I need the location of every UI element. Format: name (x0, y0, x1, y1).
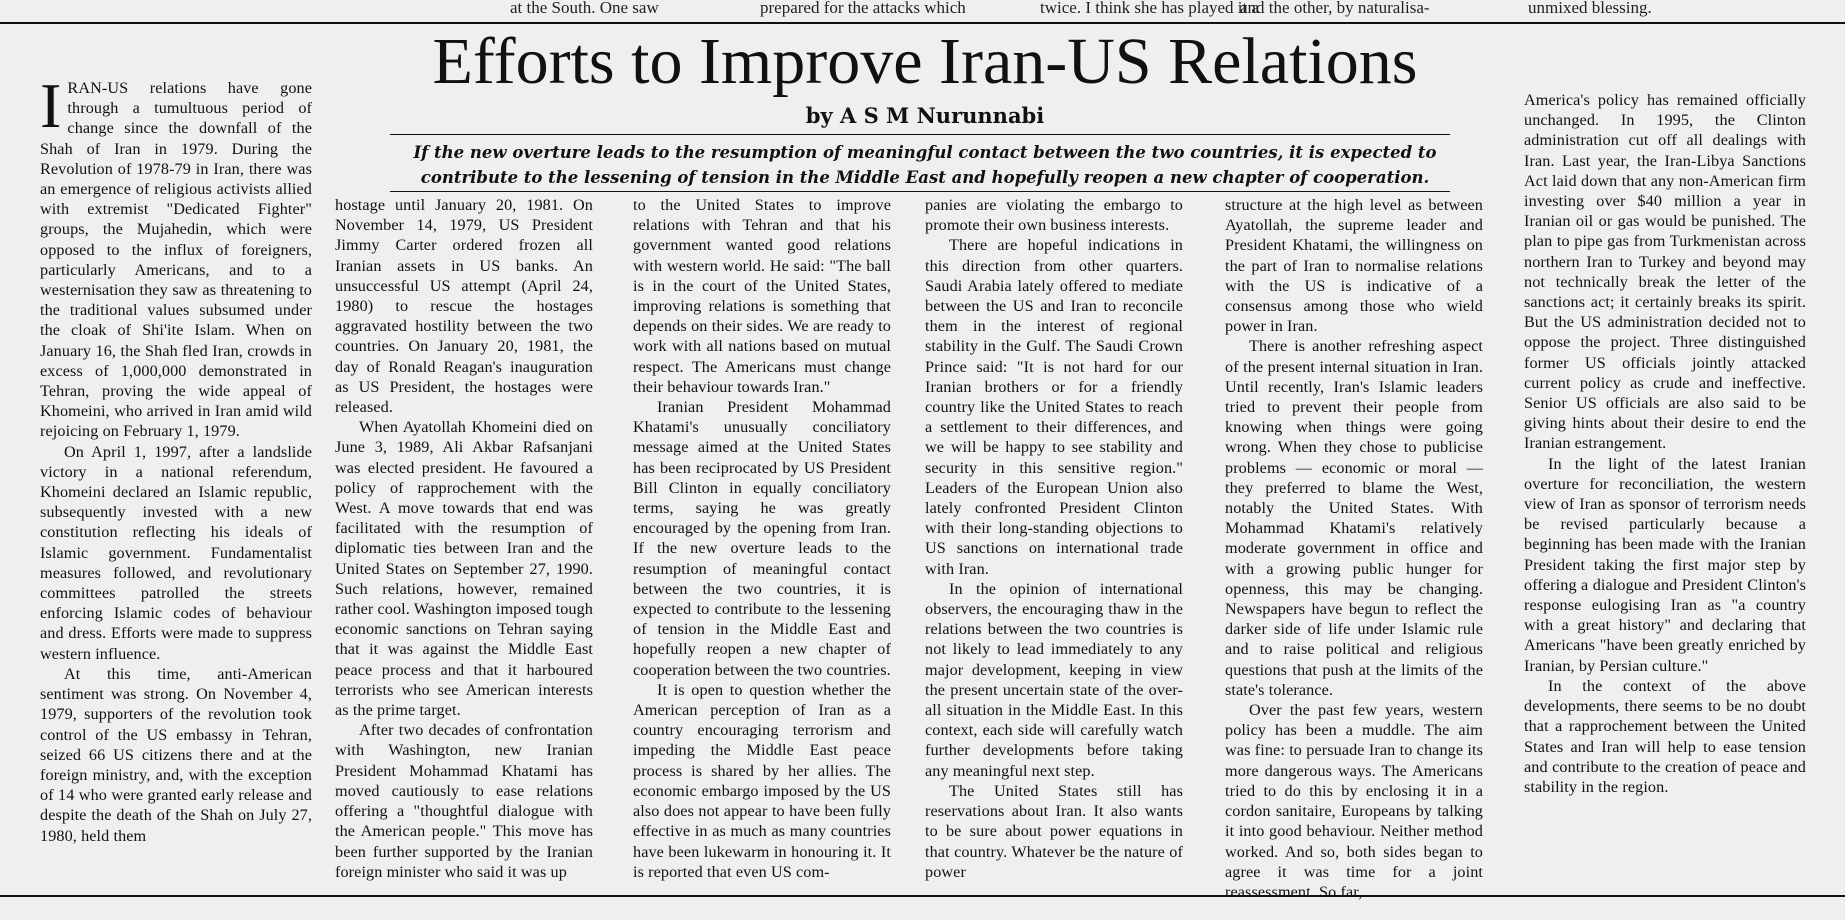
paragraph: In the context of the above developments, there seems to be no doubt that a rapprochement between the United States and Iran will help to ease tension and contribute to the creation of peace and stability in the region. (1524, 676, 1806, 796)
deck-bottom-rule (390, 191, 1450, 192)
paragraph: America's policy has remained officially unchanged. In 1995, the Clinton administration cut off all dealings with Iran. Last year, the Iran-Libya Sanctions Act laid down that any non-American firm investing over $40 million a year in Iranian oil or gas would be punished. The plan to pipe gas from Turkmenistan across northern Iran to Turkey and beyond may not technically break the letter of the sanctions act; it certainly breaks its spirit. But the US administration decided not to oppose the project. Three distinguished former US officials jointly attacked current policy as crude and ineffective. Senior US officials are also said to be giving hints about their desire to end the Iranian estrangement. (1524, 91, 1806, 453)
paragraph: to the United States to improve relations with Tehran and that his government wanted good relations with western world. He said: "The ball is in the court of the United States, improving relations is something that depends on their sides. We are ready to work with all nations based on mutual respect. The Americans must change their behaviour towards Iran." (633, 196, 891, 396)
article-column-6 (1524, 90, 1806, 900)
top-snippet-4: and the other, by naturalisa- (1240, 0, 1430, 17)
paragraph: RAN-US relations have gone through a tumultuous period of change since the downfall of the Shah of Iran in 1979. During the Revolution of 1978-79 in Iran, there was an emergence of religious activists allied with extremist "Dedicated Fighter" groups, the Mujahedin, which were opposed to the influx of foreigners, particularly Americans, and to a westernisation they saw as threatening to the traditional values subsumed under the cloak of Shi'ite Islam. When on January 16, the Shah fled Iran, crowds in excess of 1,000,000 demonstrated in Tehran, proving the wide appeal of Khomeini, who arrived in Iran amid wild rejoicing on February 1, 1979. (40, 79, 312, 441)
byline: by A S M Nurunnabi (805, 103, 1045, 128)
paragraph: The United States still has reservations about Iran. It also wants to be sure about power equations in that country. Whatever be the nature of power (925, 781, 1183, 881)
paragraph: In the light of the latest Iranian overture for reconciliation, the western view of Iran as sponsor of terrorism needs be revised particularly because a beginning has been made with the Iranian President taking the first major step by offering a dialogue and President Clinton's response eulogising Iran as "a country with a great history" and declaring that Americans "have been greatly enriched by Iranian, by Persian culture." (1524, 454, 1806, 675)
paragraph: panies are violating the embargo to promote their own business interests. (925, 196, 1183, 235)
paragraph: hostage until January 20, 1981. On November 14, 1979, US President Jimmy Carter ordered frozen all Iranian assets in US banks. An unsuccessful US attempt (April 24, 1980) to rescue the hostages aggravated hostility between the two countries. On January 20, 1981, the day of Ronald Reagan's inauguration as US President, the hostages were released. (335, 196, 593, 417)
top-snippet-2: prepared for the attacks which (760, 0, 966, 17)
deck-top-rule (390, 134, 1450, 135)
top-snippet-1: at the South. One saw (510, 0, 659, 17)
paragraph: When Ayatollah Khomeini died on June 3, 1989, Ali Akbar Rafsanjani was elected president. He favoured a policy of rapprochement with the West. A move towards that end was facilitated with the resumption of diplomatic ties between Iran and the United States on September 27, 1990. Such relations, however, remained rather cool. Washington imposed tough economic sanctions on Tehran saying that it was against the Middle East peace process and that it harboured terrorists who see American interests as the prime target. (335, 418, 593, 720)
paragraph: In the opinion of international observers, the encouraging thaw in the relations between the two countries is not likely to lead immediately to any major development, keeping in view the present uncertain state of the over-all situation in the Middle East. In this context, each side will carefully watch further developments before taking any meaningful next step. (925, 579, 1183, 780)
paragraph: It is open to question whether the American perception of Iran as a country encouraging terrorism and impeding the Middle East peace process is shared by her allies. The economic embargo imposed by the US also does not appear to have been fully effective in as much as many countries have been lukewarm in honouring it. It is reported that even US com- (633, 680, 891, 881)
article-column-1 (40, 78, 312, 900)
article-column-4 (925, 195, 1183, 900)
article-column-2 (335, 195, 593, 900)
paragraph: On April 1, 1997, after a landslide victory in a national referendum, Khomeini declared an Islamic republic, subsequently invested with a new constitution reflecting his ideals of Islamic government. Fundamentalist measures followed, and revolutionary committees patrolled the streets enforcing Islamic codes of behaviour and dress. Efforts were made to suppress western influence. (40, 442, 312, 663)
article-column-3 (633, 195, 891, 900)
top-snippet-5: unmixed blessing. (1528, 0, 1652, 17)
article-column-5 (1225, 195, 1483, 900)
paragraph: There are hopeful indications in this direction from other quarters. Saudi Arabia lately offered to mediate between the US and Iran to reconcile them in the interest of regional stability in the Gulf. The Saudi Crown Prince said: "It is not hard for our Iranian brothers or for a friendly country like the United States to reach a settlement to their differences, and we will be happy to see stability and security in this sensitive region." Leaders of the European Union also lately confronted President Clinton with their long-standing objections to US sanctions on international trade with Iran. (925, 236, 1183, 578)
paragraph: At this time, anti-American sentiment was strong. On November 4, 1979, supporters of the revolution took control of the US embassy in Tehran, seized 66 US citizens there and at the foreign ministry, and, with the exception of 14 who were granted early release and despite the death of the Shah on July 27, 1980, held them (40, 664, 312, 845)
deck-summary: If the new overture leads to the resumption of meaningful contact between the two countries, it is expected to contribute to the lessening of tension in the Middle East and hopefully reopen a new chapter of cooperation. (413, 143, 1437, 187)
paragraph: Over the past few years, western policy has been a muddle. The aim was fine: to persuade Iran to change its more dangerous ways. The Americans tried to do this by enclosing it in a cordon sanitaire, Europeans by talking it into good behaviour. Neither method worked. And so, both sides began to agree it was time for a joint reassessment. So far, (1225, 701, 1483, 900)
paragraph: structure at the high level as between Ayatollah, the supreme leader and President Khatami, the willingness on the part of Iran to normalise relations with the US is indicative of a consensus among those who wield power in Iran. (1225, 196, 1483, 336)
headline: Efforts to Improve Iran-US Relations (432, 25, 1418, 98)
paragraph: Iranian President Mohammad Khatami's unusually conciliatory message aimed at the United States has been reciprocated by US President Bill Clinton in equally conciliatory terms, saying he was greatly encouraged by the opening from Iran. If the new overture leads to the resumption of meaningful contact between the two countries, it is expected to contribute to the lessening of tension in the Middle East and hopefully reopen a new chapter of cooperation between the two countries. (633, 398, 891, 679)
paragraph: After two decades of confrontation with Washington, new Iranian President Mohammad Khatami has moved cautiously to ease relations offering a "thoughtful dialogue with the American people." This move has been further supported by the Iranian foreign minister who said it was up (335, 721, 593, 881)
top-snippet-3: twice. I think she has played it a (1040, 0, 1260, 17)
paragraph: There is another refreshing aspect of the present internal situation in Iran. Until recently, Iran's Islamic leaders tried to prevent their people from knowing when things were going wrong. When they chose to publicise problems — economic or moral — they preferred to blame the West, notably the United States. With Mohammad Khatami's relatively moderate government in office and with a growing public hunger for openness, this may be changing. Newspapers have begun to reflect the darker side of life under Islamic rule and to raise political and religious questions that push at the limits of the state's tolerance. (1225, 337, 1483, 699)
drop-cap: I (40, 78, 62, 141)
